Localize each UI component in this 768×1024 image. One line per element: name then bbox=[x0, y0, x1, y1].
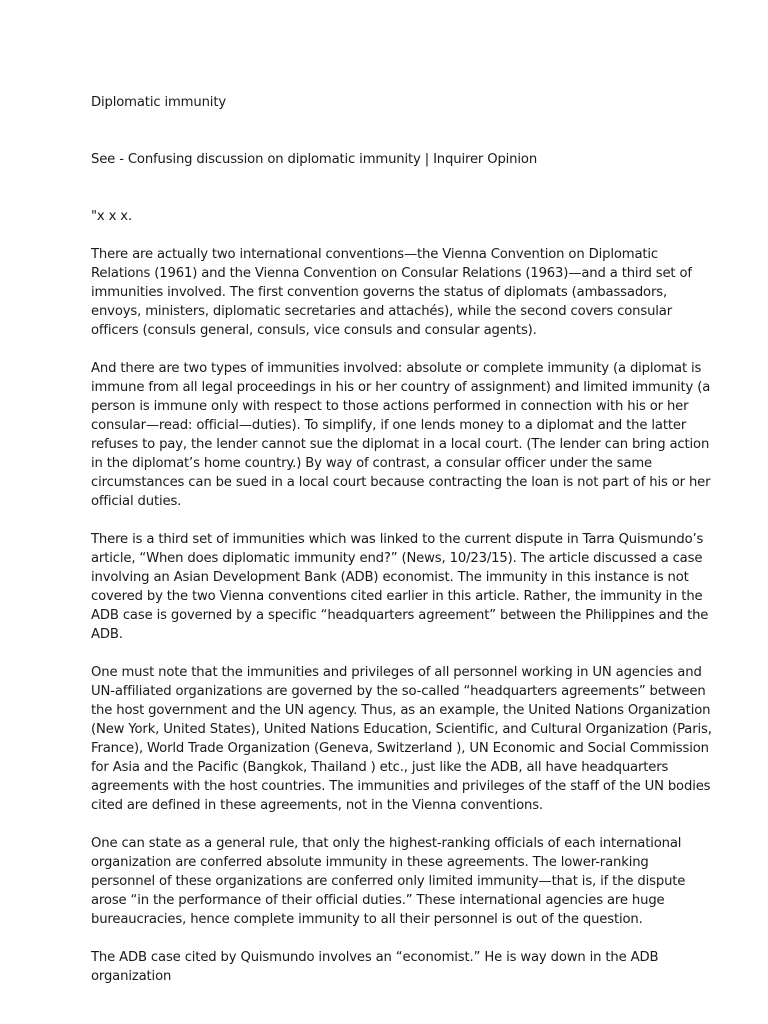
quote-opening: "x x x. bbox=[91, 209, 133, 224]
document-body bbox=[91, 93, 713, 1005]
paragraph-third-set: There is a third set of immunities which was linked to the current dispute in Tarra Quismundo’s article, “When does diplomatic immunity end?” (News, 10/23/15). The article discussed a case involving an Asian Development Bank (ADB) economist. The immunity in this instance is not covered by the two Vienna conventions cited earlier in this article. Rather, the immunity in the ADB case is governed by a specific “headquarters agreement” between the Philippines and the ADB. bbox=[91, 532, 709, 642]
document-title: Diplomatic immunity bbox=[91, 95, 226, 110]
paragraph-headquarters-agreements: One must note that the immunities and privileges of all personnel working in UN agencies and UN-affiliated organizations are governed by the so-called “headquarters agreements” between the host government and the UN agency. Thus, as an example, the United Nations Organization (New York, United States), United Nations Education, Scientific, and Cultural Organization (Paris, France), World Trade Organization (Geneva, Switzerland ), UN Economic and Social Commission for Asia and the Pacific (Bangkok, Thailand ) etc., just like the ADB, all have headquarters agreements with the host countries. The immunities and privileges of the staff of the UN bodies cited are defined in these agreements, not in the Vienna conventions. bbox=[91, 665, 712, 813]
paragraph-conventions: There are actually two international conventions—the Vienna Convention on Diplomatic Relations (1961) and the Vienna Convention on Consular Relations (1963)—and a third set of immunities involved. The first convention governs the status of diplomats (ambassadors, envoys, ministers, diplomatic secretaries and attachés), while the second covers consular officers (consuls general, consuls, vice consuls and consular agents). bbox=[91, 247, 692, 338]
paragraph-general-rule: One can state as a general rule, that only the highest-ranking officials of each international organization are conferred absolute immunity in these agreements. The lower-ranking personnel of these organizations are conferred only limited immunity—that is, if the dispute arose “in the performance of their official duties.” These international agencies are huge bureaucracies, hence complete immunity to all their personnel is out of the question. bbox=[91, 836, 686, 927]
see-reference-line: See - Confusing discussion on diplomatic immunity | Inquirer Opinion bbox=[91, 152, 538, 167]
paragraph-immunity-types: And there are two types of immunities involved: absolute or complete immunity (a diplomat is immune from all legal proceedings in his or her country of assignment) and limited immunity (a person is immune only with respect to those actions performed in connection with his or her consular—read: official—duties). To simplify, if one lends money to a diplomat and the latter refuses to pay, the lender cannot sue the diplomat in a local court. (The lender can bring action in the diplomat’s home country.) By way of contrast, a consular officer under the same circumstances can be sued in a local court because contracting the loan is not part of his or her official duties. bbox=[91, 361, 711, 509]
paragraph-adb-case: The ADB case cited by Quismundo involves an “economist.” He is way down in the ADB organization bbox=[91, 950, 659, 984]
